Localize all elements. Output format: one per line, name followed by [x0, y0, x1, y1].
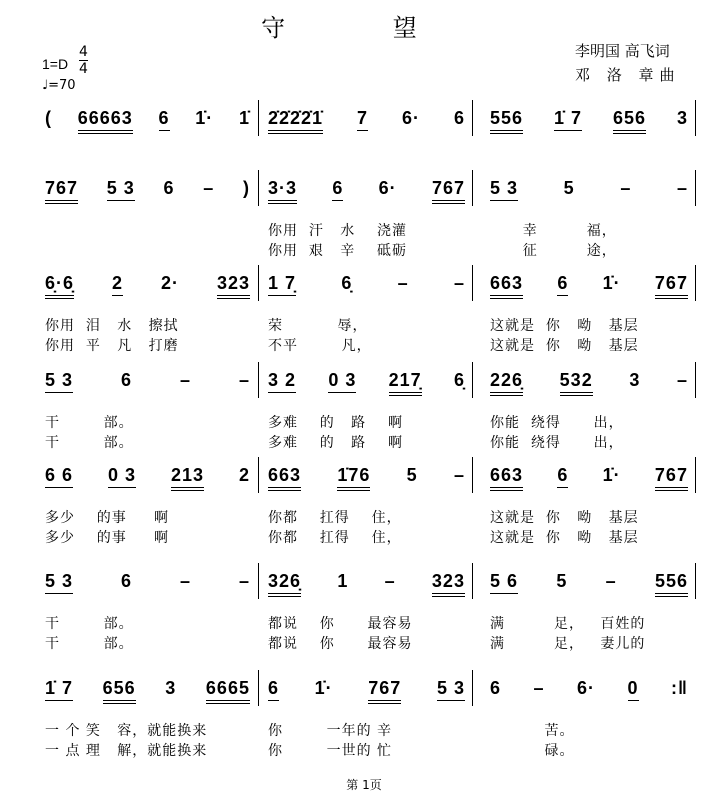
- score-system: [0, 170, 728, 260]
- lyric-verse-1: 苦。: [490, 723, 575, 739]
- lyric-verse-1: 幸 福，: [490, 223, 617, 239]
- lyric-verse-2: 碌。: [490, 743, 575, 759]
- note: 1̇·: [195, 108, 214, 128]
- note-group: [45, 362, 250, 402]
- note: –: [238, 370, 250, 390]
- note: 663: [490, 465, 523, 491]
- lyric-verse-2: 干 部。: [45, 636, 134, 652]
- composer-credit: 邓 洛 章曲: [575, 66, 681, 84]
- note-group: [45, 670, 250, 710]
- note: 1 7̣: [268, 273, 296, 296]
- measure: [490, 670, 688, 760]
- note: 556: [490, 108, 523, 134]
- lyric-verse-2: 不平 凡，: [268, 338, 372, 354]
- note: 217̣: [389, 370, 422, 396]
- note: 2̇2̇2̇2̇1̇: [268, 108, 323, 134]
- note: 663: [268, 465, 301, 491]
- note: –: [453, 273, 465, 293]
- note: 6: [163, 178, 175, 198]
- note-group: [268, 170, 465, 210]
- lyric-verse-2: 满 足， 妻儿的: [490, 636, 646, 652]
- song-title: 守 望: [261, 14, 467, 42]
- lyric-verse-2: 你 一世的 忙: [268, 743, 393, 759]
- score-system: [0, 670, 728, 760]
- barline: [472, 265, 473, 301]
- barline: [695, 265, 696, 301]
- note: 1: [337, 571, 349, 591]
- measure: [490, 457, 688, 547]
- note: 3 2: [268, 370, 296, 393]
- measure: [490, 563, 688, 653]
- note-group: [268, 670, 465, 710]
- note: 767: [655, 465, 688, 491]
- key-signature: 1=D: [42, 56, 69, 72]
- measure: [45, 265, 250, 355]
- note: –: [676, 178, 688, 198]
- note: 5 3: [45, 571, 73, 594]
- measure: [268, 457, 465, 547]
- barline: [258, 362, 259, 398]
- note-group: [490, 563, 688, 603]
- note-group: [490, 100, 688, 140]
- lyric-verse-1: 多难 的 路 啊: [268, 415, 403, 431]
- lyric-verse-2: 这就是 你 呦 基层: [490, 338, 639, 354]
- note: 5: [556, 571, 568, 591]
- measure: [45, 362, 250, 452]
- barline: [472, 362, 473, 398]
- lyric-verse-2: 你能 绕得 出，: [490, 435, 624, 451]
- note: –: [203, 178, 215, 198]
- barline: [258, 100, 259, 136]
- lyric-verse-1: 这就是 你 呦 基层: [490, 510, 639, 526]
- measure: [45, 457, 250, 547]
- measure: [490, 265, 688, 355]
- note: 326̣: [268, 571, 301, 597]
- note: –: [238, 571, 250, 591]
- lyric-verse-2: 你用 平 凡 打磨: [45, 338, 179, 354]
- score-system: [0, 457, 728, 547]
- barline: [695, 170, 696, 206]
- tempo-marking: ♩=70: [42, 78, 76, 93]
- note: –: [397, 273, 409, 293]
- note: :‖: [671, 678, 688, 698]
- lyric-verse-1: 你都 扛得 住，: [268, 510, 402, 526]
- lyric-verse-1: 干 部。: [45, 415, 134, 431]
- note: ): [242, 178, 250, 198]
- note: 767: [368, 678, 401, 704]
- note-group: [268, 362, 465, 402]
- lyric-verse-2: 征 途，: [490, 243, 617, 259]
- note: 226̣: [490, 370, 523, 396]
- note: 6 6: [45, 465, 73, 488]
- note: –: [605, 571, 617, 591]
- note: 1̇ 7: [554, 108, 582, 131]
- lyric-verse-1: 你用 泪 水 擦拭: [45, 318, 179, 334]
- lyric-verse-2: 你都 扛得 住，: [268, 530, 402, 546]
- note: 6: [557, 465, 568, 488]
- note: 3: [629, 370, 641, 390]
- lyric-verse-2: 你用 艰 辛 砥砺: [268, 243, 408, 259]
- barline: [258, 265, 259, 301]
- note: 5: [406, 465, 418, 485]
- measure: [45, 670, 250, 760]
- note-group: [268, 100, 465, 140]
- barline: [258, 563, 259, 599]
- note: 6: [121, 370, 133, 390]
- measure: [45, 563, 250, 653]
- lyric-verse-2: 一 点 理 解，就能换来: [45, 743, 208, 759]
- time-signature-bottom: 4: [79, 61, 88, 77]
- measure: [268, 563, 465, 653]
- lyric-verse-1: 你 一年的 辛: [268, 723, 393, 739]
- measure: [45, 170, 250, 260]
- barline: [472, 100, 473, 136]
- note-group: [490, 265, 688, 305]
- lyricist-credit: 李明国 高飞词: [575, 42, 670, 60]
- score-system: [0, 563, 728, 653]
- note: 6̣·6̣: [45, 273, 74, 299]
- note: 0: [628, 678, 639, 701]
- note: 656: [103, 678, 136, 704]
- time-signature-top: 4: [79, 44, 88, 60]
- measure: [490, 170, 688, 260]
- note: 213: [171, 465, 204, 491]
- note: –: [533, 678, 545, 698]
- lyric-verse-1: 荣 辱，: [268, 318, 368, 334]
- lyric-verse-1: 这就是 你 呦 基层: [490, 318, 639, 334]
- note: 656: [613, 108, 646, 134]
- note: 767: [432, 178, 465, 204]
- note: 663: [490, 273, 523, 299]
- score-system: [0, 362, 728, 452]
- note: 767: [655, 273, 688, 299]
- lyric-verse-1: 多少 的事 啊: [45, 510, 170, 526]
- note: 6: [557, 273, 568, 296]
- note: 1̇76: [337, 465, 370, 491]
- note: 3·3: [268, 178, 297, 204]
- note: 7: [357, 108, 368, 131]
- note-group: [490, 170, 688, 210]
- note: –: [676, 370, 688, 390]
- lyric-verse-2: 这就是 你 呦 基层: [490, 530, 639, 546]
- note: 6: [453, 108, 465, 128]
- note: 5 3: [45, 370, 73, 393]
- note: 3: [165, 678, 177, 698]
- note: 6665: [206, 678, 250, 704]
- barline: [258, 457, 259, 493]
- lyric-verse-2: 多少 的事 啊: [45, 530, 170, 546]
- time-signature: [79, 44, 88, 77]
- barline: [472, 170, 473, 206]
- lyric-verse-1: 你用 汗 水 浇灌: [268, 223, 408, 239]
- note: 6: [268, 678, 279, 701]
- measure: [268, 670, 465, 760]
- note-group: [45, 563, 250, 603]
- note: 5: [563, 178, 575, 198]
- note: 6: [490, 678, 502, 698]
- score-system: [0, 265, 728, 355]
- lyric-verse-2: 都说 你 最容易: [268, 636, 413, 652]
- note: 2: [238, 465, 250, 485]
- lyric-verse-1: 一 个 笑 容，就能换来: [45, 723, 208, 739]
- measure: [490, 362, 688, 452]
- note: 323: [432, 571, 465, 597]
- note: 3: [676, 108, 688, 128]
- note: 5 6: [490, 571, 518, 594]
- barline: [695, 563, 696, 599]
- note-group: [268, 265, 465, 305]
- lyric-verse-2: 多难 的 路 啊: [268, 435, 403, 451]
- note-group: [45, 265, 250, 305]
- note: 6̣: [453, 370, 465, 390]
- note: 66663: [78, 108, 133, 134]
- note: 1̇: [238, 108, 250, 128]
- note: 2·: [160, 273, 179, 293]
- note-group: [268, 457, 465, 497]
- note: –: [453, 465, 465, 485]
- lyric-verse-1: 你能 绕得 出，: [490, 415, 624, 431]
- note-group: [490, 362, 688, 402]
- note: –: [179, 370, 191, 390]
- lyric-verse-1: 干 部。: [45, 616, 134, 632]
- barline: [258, 670, 259, 706]
- note: 6: [121, 571, 133, 591]
- note: (: [45, 108, 52, 128]
- note: 1̇·: [602, 273, 621, 293]
- note: 0 3: [328, 370, 356, 393]
- note: 5 3: [437, 678, 465, 701]
- note: 6: [159, 108, 170, 131]
- note: 6̣: [341, 273, 353, 293]
- measure: [268, 265, 465, 355]
- note-group: [490, 670, 688, 710]
- note: –: [384, 571, 396, 591]
- note: 6: [332, 178, 343, 201]
- note: 6·: [378, 178, 397, 198]
- measure: [268, 170, 465, 260]
- note-group: [45, 457, 250, 497]
- lyric-verse-2: 干 部。: [45, 435, 134, 451]
- note: 0 3: [108, 465, 136, 488]
- note: 556: [655, 571, 688, 597]
- barline: [695, 100, 696, 136]
- note: 6·: [577, 678, 596, 698]
- note: 5 3: [490, 178, 518, 201]
- barline: [258, 170, 259, 206]
- note-group: [45, 100, 250, 140]
- note: 1̇·: [314, 678, 333, 698]
- lyric-verse-1: 满 足， 百姓的: [490, 616, 646, 632]
- lyric-verse-1: 都说 你 最容易: [268, 616, 413, 632]
- barline: [472, 457, 473, 493]
- note-group: [268, 563, 465, 603]
- measure: [268, 362, 465, 452]
- barline: [695, 457, 696, 493]
- note: 6·: [401, 108, 420, 128]
- note: 2: [112, 273, 123, 296]
- barline: [695, 362, 696, 398]
- barline: [472, 563, 473, 599]
- note-group: [490, 457, 688, 497]
- note: 5 3: [107, 178, 135, 201]
- note-group: [45, 170, 250, 210]
- note: –: [620, 178, 632, 198]
- note: 532: [560, 370, 593, 396]
- note: 767: [45, 178, 78, 204]
- note: 1̇ 7: [45, 678, 73, 701]
- page-number: 第 1页: [346, 778, 382, 792]
- note: –: [179, 571, 191, 591]
- note: 323: [217, 273, 250, 299]
- barline: [472, 670, 473, 706]
- note: 1̇·: [602, 465, 621, 485]
